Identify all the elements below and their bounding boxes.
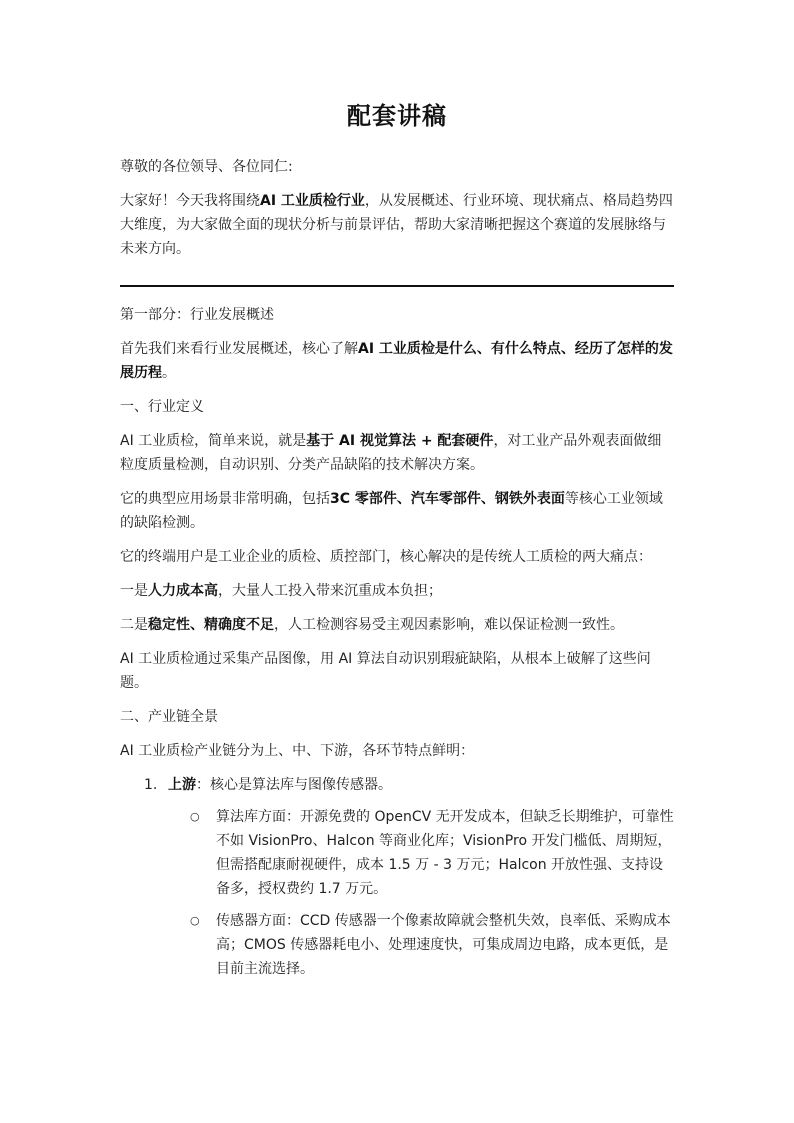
def1-c: ，对工业产品外观表面做细粒度质量检测，自动识别、分类产品缺陷的技术解决方案。 [120, 433, 662, 473]
pain2-bold: 稳定性、精确度不足 [148, 617, 274, 633]
horizontal-divider [120, 285, 674, 287]
chain-list [120, 773, 674, 981]
definition-paragraph-3: 它的终端用户是工业企业的质检、质控部门，核心解决的是传统人工质检的两大痛点： [120, 549, 652, 565]
pain-point-1 [120, 579, 674, 603]
pain1-a: 一是 [120, 583, 148, 599]
pain-point-2 [120, 613, 674, 637]
circle-bullet-icon: ○ [190, 914, 200, 927]
pain2-c: ，人工检测容易受主观因素影响，难以保证检测一致性。 [274, 617, 624, 633]
part1-intro-bold: AI 工业质检是什么、有什么特点、经历了怎样的发展历程 [120, 341, 673, 381]
greeting: 尊敬的各位领导、各位同仁: [120, 159, 293, 175]
list-item-label: 上游 [168, 777, 196, 793]
list-item-text: ：核心是算法库与图像传感器。 [196, 777, 392, 793]
pain1-c: ，大量人工投入带来沉重成本负担； [218, 583, 442, 599]
sub-list-item [168, 909, 674, 981]
def1-bold: 基于 AI 视觉算法 + 配套硬件 [306, 433, 494, 449]
definition-paragraph-2 [120, 487, 674, 535]
section2-heading: 二、产业链全景 [120, 709, 218, 725]
def2-bold: 3C 零部件、汽车零部件、钢铁外表面 [330, 491, 565, 507]
part1-intro-c: 。 [162, 365, 176, 381]
intro-text-a: 大家好！今天我将围绕 [120, 193, 260, 209]
list-item [120, 773, 674, 981]
document-title: 配套讲稿 [347, 102, 447, 130]
sub-list-item [168, 805, 674, 901]
intro-paragraph [120, 189, 674, 261]
pain1-bold: 人力成本高 [148, 583, 218, 599]
chain-intro: AI 工业质检产业链分为上、中、下游，各环节特点鲜明： [120, 743, 475, 759]
pain2-a: 二是 [120, 617, 148, 633]
part1-intro-a: 首先我们来看行业发展概述，核心了解 [120, 341, 358, 357]
def1-a: AI 工业质检，简单来说，就是 [120, 433, 307, 449]
intro-text-c: ，从发展概述、行业环境、现状痛点、格局趋势四大维度，为大家做全面的现状分析与前景评估，帮助大家清晰把握这个赛道的发展脉络与未来方向。 [120, 193, 673, 257]
intro-text-bold: AI 工业质检行业 [260, 193, 365, 209]
definition-paragraph-4: AI 工业质检通过采集产品图像，用 AI 算法自动识别瑕疵缺陷，从根本上破解了这些问题。 [120, 651, 651, 691]
sub-list [168, 805, 674, 981]
circle-bullet-icon: ○ [190, 810, 200, 823]
sub-list-text: 算法库方面：开源免费的 OpenCV 无开发成本，但缺乏长期维护，可靠性不如 VisionPro、Halcon 等商业化库；VisionPro 开发门槛低、周期短，但需搭配康耐视硬件，成本 1.5 万 - 3 万元；Halcon 开放性强、支持设备多，授权费约 1.7 万元。 [216, 809, 674, 897]
def2-c: 等核心工业领域的缺陷检测。 [120, 491, 663, 531]
list-number: 1. [144, 777, 158, 793]
sub-list-text: 传感器方面：CCD 传感器一个像素故障就会整机失效，良率低、采购成本高；CMOS 传感器耗电小、处理速度快，可集成周边电路，成本更低，是目前主流选择。 [216, 913, 671, 977]
definition-paragraph-1 [120, 429, 674, 477]
def2-a: 它的典型应用场景非常明确，包括 [120, 491, 330, 507]
part1-heading: 第一部分：行业发展概述 [120, 307, 274, 323]
section1-heading: 一、行业定义 [120, 399, 204, 415]
part1-intro-paragraph [120, 337, 674, 385]
